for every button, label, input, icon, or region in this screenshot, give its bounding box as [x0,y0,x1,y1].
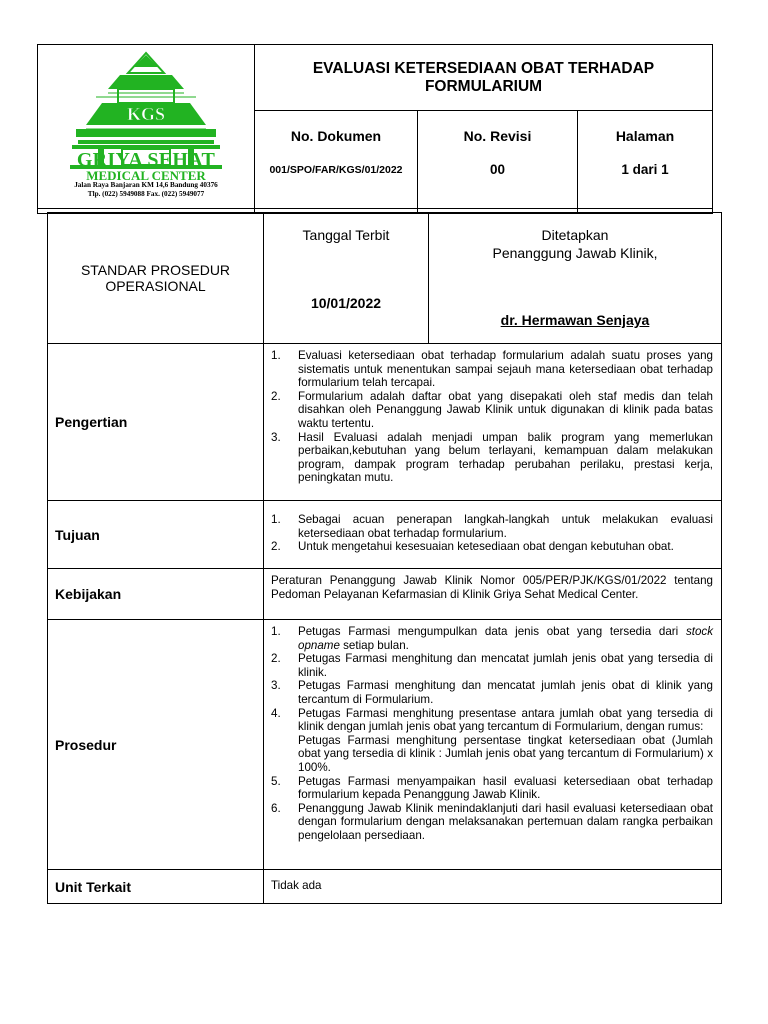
pengertian-row [48,344,721,501]
issue-date-label: Tanggal Terbit [302,227,390,243]
list-item: 2. Untuk mengetahui kesesuaian ketesediaan obat dengan kebutuhan obat. [271,540,674,554]
pengertian-item-2: Formularium adalah daftar obat yang disepakati oleh staf medis dan telah disahkan oleh Penanggung Jawab Klinik untuk digunakan di klinik pada batas waktu tertentu. [298,389,713,430]
unit-terkait-row [48,870,721,903]
prosedur-item-6: Penanggung Jawab Klinik menindaklanjuti dari hasil evaluasi ketersediaan obat dengan formularium dengan melaksanakan pertemuan dalam rangka perbaikan pengelolaan persediaan. [298,801,713,842]
unit-terkait-text: Tidak ada [271,879,322,892]
tujuan-row [48,501,721,569]
header-divider [38,208,712,209]
pengertian-item-3: Hasil Evaluasi adalah menjadi umpan balik program yang memerlukan perbaikan,kebutuhan yang belum terlayani, kemampuan dalam melakukan program, dampak program terhadap perubahan perilaku, prestasi kerja, peningkatan mutu. [298,430,713,485]
sop-info-row [48,213,721,344]
page-label: Halaman [615,128,675,144]
logo-phone: Tlp. (022) 5949088 Fax. (022) 5949077 [87,190,205,198]
prosedur-item-4-formula: Petugas Farmasi menghitung persentase tingkat ketersediaan obat (Jumlah obat yang tersedia di klinik : Jumlah jenis obat yang tercantum di Formularium) x 100%. [298,733,713,774]
unit-terkait-content [264,870,721,899]
pengertian-item-1: Evaluasi ketersediaan obat terhadap formularium adalah suatu proses yang sistematis untuk menentukan sampai sejauh mana ketersediaan obat terhadap formularium telah tercapai. [298,349,713,390]
doc-number-label: No. Dokumen [290,128,382,144]
list-item: 5. Petugas Farmasi menyampaikan hasil evaluasi ketersediaan obat terhadap formularium kepada Penanggung Jawab Klinik. [271,774,713,802]
sop-type-cell [48,213,264,343]
title-line1: EVALUASI KETERSEDIAAN OBAT TERHADAP [312,59,655,77]
sop-type-line1: STANDAR PROSEDUR [80,262,231,278]
sop-type-line2: OPERASIONAL [105,278,206,294]
approval-role: Penanggung Jawab Klinik, [492,245,658,261]
tujuan-content [264,501,721,560]
pengertian-label: Pengertian [48,344,264,500]
list-item: 2. Formularium adalah daftar obat yang disepakati oleh staf medis dan telah disahkan oleh Penanggung Jawab Klinik untuk digunakan di klinik pada batas waktu tertentu. [271,389,713,430]
sop-table [47,212,722,904]
page-value: 1 dari 1 [621,162,669,177]
revision-cell [418,110,578,213]
unit-terkait-label: Unit Terkait [48,870,264,903]
prosedur-row [48,620,721,870]
pengertian-content [264,344,721,491]
logo-name-line1: GRIYA SEHAT [76,149,216,171]
tujuan-item-1: Sebagai acuan penerapan langkah-langkah untuk melakukan evaluasi ketersediaan obat terhadap formularium. [298,513,713,540]
list-item: 4. Petugas Farmasi menghitung presentase antara jumlah obat yang tersedia di klinik dengan jumlah jenis obat yang tercantum di Formularium, dengan rumus: Petugas Farmasi menghitung persentase tingkat ketersediaan obat (Jumlah obat yang tersedia di klinik : Jumlah jenis obat yang tercantum di Formularium) x 100%. [271,706,713,774]
doc-number-cell [255,110,418,213]
prosedur-item-2: Petugas Farmasi menghitung dan mencatat jumlah jenis obat yang tersedia di klinik. [298,652,713,679]
prosedur-item-1-italic: stock opname [298,625,713,652]
logo-name-line2: MEDICAL CENTER [86,168,206,183]
prosedur-item-1-end: setiap bulan. [339,638,409,652]
document-title [255,45,712,111]
tujuan-item-2: Untuk mengetahui kesesuaian ketesediaan obat dengan kebutuhan obat. [298,540,674,554]
document-header [37,44,713,214]
approval-label: Ditetapkan [541,227,609,243]
prosedur-item-1: Petugas Farmasi mengumpulkan data jenis obat yang tersedia dari [298,625,686,638]
logo-address: Jalan Raya Banjaran KM 14,6 Bandung 40376 [74,181,218,189]
revision-label: No. Revisi [463,128,532,144]
list-item: 1. Sebagai acuan penerapan langkah-langkah untuk melakukan evaluasi ketersediaan obat terhadap formularium. [271,513,713,540]
kebijakan-label: Kebijakan [48,569,264,619]
logo-emblem-text: KGS [126,104,166,124]
list-item: 2. Petugas Farmasi menghitung dan mencatat jumlah jenis obat yang tersedia di klinik. [271,652,713,679]
list-item: 3. Petugas Farmasi menghitung dan mencatat jumlah jenis obat di klinik yang tercantum di Formularium. [271,679,713,706]
issue-date-cell [264,213,429,343]
prosedur-item-5: Petugas Farmasi menyampaikan hasil evaluasi ketersediaan obat terhadap formularium kepada Penanggung Jawab Klinik. [298,774,713,802]
list-item: 6. Penanggung Jawab Klinik menindaklanjuti dari hasil evaluasi ketersediaan obat dengan formularium dengan melaksanakan pertemuan dalam rangka perbaikan pengelolaan persediaan. [271,801,713,842]
page-cell [578,110,712,213]
doc-number-value: 001/SPO/FAR/KGS/01/2022 [269,164,403,176]
kebijakan-content [264,569,721,607]
issue-date-value: 10/01/2022 [310,295,382,311]
title-line2: FORMULARIUM [424,77,543,95]
kebijakan-text: Peraturan Penanggung Jawab Klinik Nomor 005/PER/PJK/KGS/01/2022 tentang Pedoman Pelayanan Kefarmasian di Klinik Griya Sehat Medical Center. [271,574,713,601]
prosedur-content [264,620,721,849]
list-item: 1. Evaluasi ketersediaan obat terhadap formularium adalah suatu proses yang sistematis untuk menentukan sampai sejauh mana ketersediaan obat terhadap formularium telah tercapai. [271,349,713,390]
logo-cell [38,45,255,213]
prosedur-label: Prosedur [48,620,264,869]
tujuan-label: Tujuan [48,501,264,568]
revision-value: 00 [489,162,506,177]
prosedur-item-3: Petugas Farmasi menghitung dan mencatat jumlah jenis obat di klinik yang tercantum di Formularium. [298,679,713,706]
prosedur-item-4: Petugas Farmasi menghitung presentase antara jumlah obat yang tersedia di klinik dengan jumlah jenis obat yang tercantum di Formularium, dengan rumus: [298,706,713,734]
kebijakan-row [48,569,721,620]
approval-cell [429,213,721,343]
approver-name: dr. Hermawan Senjaya [500,312,650,328]
list-item: 3. Hasil Evaluasi adalah menjadi umpan balik program yang memerlukan perbaikan,kebutuhan yang belum terlayani, kemampuan dalam melakukan program, dampak program terhadap perubahan perilaku, prestasi kerja, peningkatan mutu. [271,430,713,485]
list-item: 1. Petugas Farmasi mengumpulkan data jenis obat yang tersedia dari stock opname setiap bulan. [271,625,713,652]
